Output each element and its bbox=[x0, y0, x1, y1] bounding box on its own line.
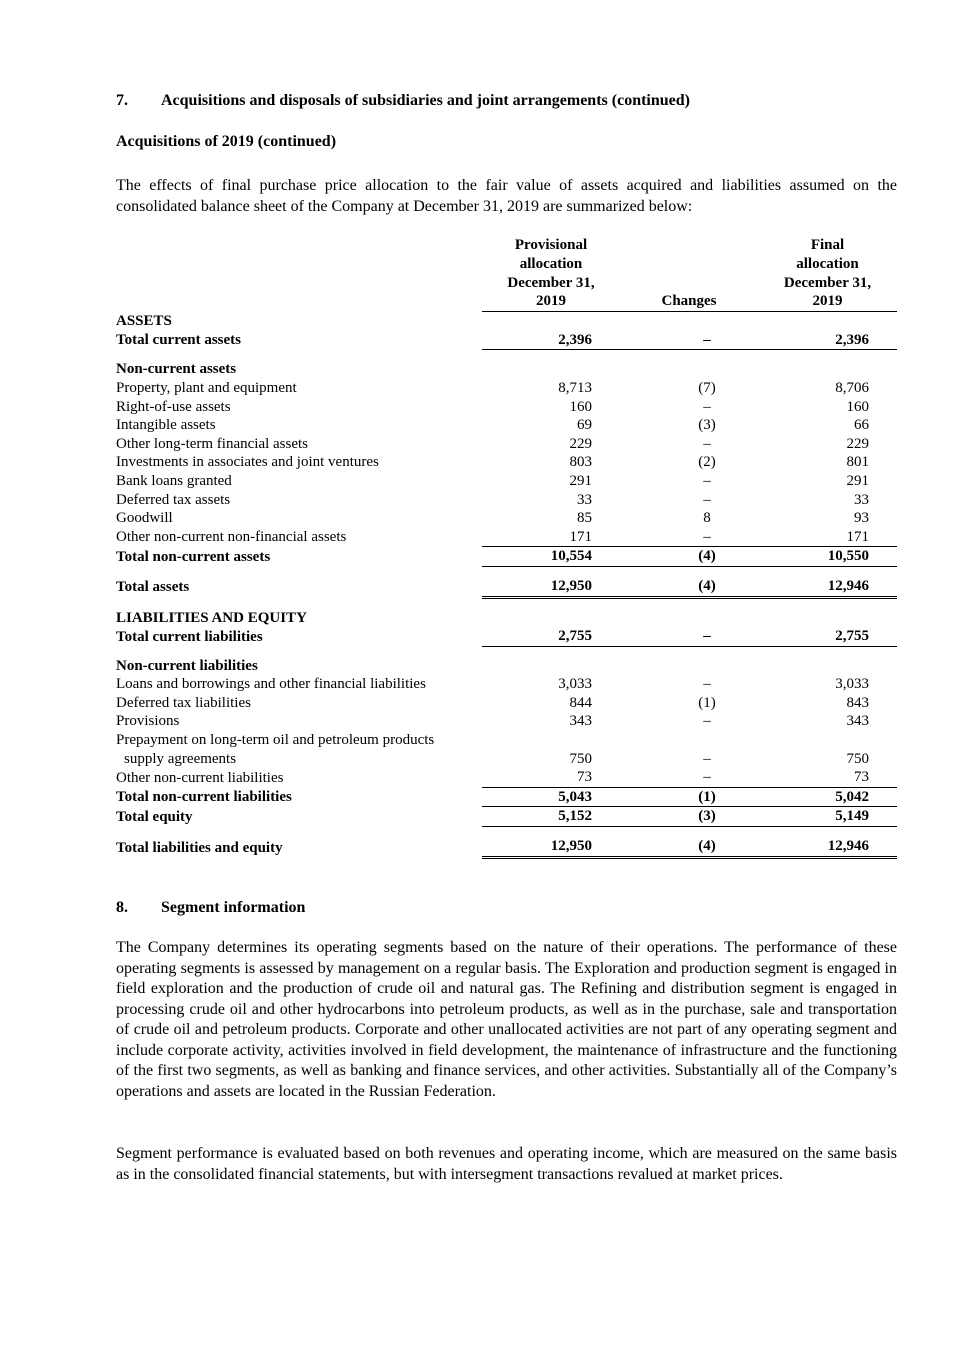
non-current-liabilities-heading: Non-current liabilities bbox=[116, 657, 258, 674]
table-row: Other long-term financial assets 229 – 229 bbox=[116, 435, 869, 452]
table-row: Total non-current liabilities 5,043 (1) 5,042 bbox=[116, 787, 897, 807]
table-row: supply agreements 750 – 750 bbox=[124, 750, 869, 767]
table-row: Prepayment on long-term oil and petroleum products bbox=[116, 732, 435, 749]
table-row: Deferred tax liabilities 844 (1) 843 bbox=[116, 694, 869, 711]
header-provisional: Provisional bbox=[514, 237, 588, 253]
table-row: Total liabilities and equity 12,950 (4) 12,946 bbox=[116, 827, 897, 858]
assets-heading: ASSETS bbox=[116, 313, 172, 330]
header-final-line3: December 31, bbox=[783, 274, 872, 291]
table-header-row bbox=[116, 236, 897, 255]
table-row: Total equity 5,152 (3) 5,149 bbox=[116, 807, 897, 827]
header-final-line2: allocation bbox=[796, 255, 859, 272]
header-changes: Changes bbox=[661, 293, 717, 310]
section-number: 7. bbox=[116, 92, 128, 109]
table-row: Total current liabilities 2,755 – 2,755 bbox=[116, 627, 897, 646]
table-row: Bank loans granted 291 – 291 bbox=[116, 472, 869, 489]
table-row: Deferred tax assets 33 – 33 bbox=[116, 491, 869, 508]
table-row: Other non-current liabilities 73 – 73 bbox=[116, 769, 869, 786]
table-row: Total assets 12,950 (4) 12,946 bbox=[116, 566, 897, 597]
non-current-assets-heading: Non-current assets bbox=[116, 361, 237, 378]
header-provisional-line2: allocation bbox=[519, 255, 583, 272]
purchase-price-allocation-table bbox=[116, 236, 897, 859]
header-provisional-line4: 2019 bbox=[536, 293, 566, 310]
section-7-heading bbox=[116, 92, 690, 110]
segment-paragraph-1: The Company determines its operating segments based on the nature of their operations. The performance of these operating segments is assessed by management on a regular basis. The Exploration and production segment is engaged in field exploration and the production of crude oil and natural gas. The Refining and distribution segment is engaged in processing crude oil and other hydrocarbons into petroleum products, as well as in the purchase, sale and transportation of crude oil and petroleum products. Corporate and other unallocated activities are not part of any operating segment and include corporate activity, activities involved in field development, the maintenance of infrastructure and the functioning of the first two segments, as well as banking and finance services, and other activities. Substantially all of the Company’s operations and assets are located in the Russian Federation. bbox=[116, 939, 897, 1100]
table-row: Investments in associates and joint ventures 803 (2) 801 bbox=[116, 454, 869, 471]
table-row: Total current assets 2,396 – 2,396 bbox=[116, 331, 897, 350]
segment-paragraph-2: Segment performance is evaluated based on both revenues and operating income, which are measured on the same basis as in the consolidated financial statements, but with intersegment transactions revalued at market prices. bbox=[116, 1145, 897, 1183]
section-8-heading bbox=[116, 899, 305, 917]
table-row: Goodwill 85 8 93 bbox=[116, 510, 869, 527]
section-title: Segment information bbox=[161, 899, 306, 916]
section-subtitle: Acquisitions of 2019 (continued) bbox=[116, 133, 337, 150]
intro-paragraph: The effects of final purchase price allocation to the fair value of assets acquired and liabilities assumed on the consolidated balance sheet of the Company at December 31, 2019 are summarized below: bbox=[116, 177, 897, 215]
table-row: Right-of-use assets 160 – 160 bbox=[116, 398, 869, 415]
table-row: Provisions 343 – 343 bbox=[116, 713, 869, 730]
table-row: Intangible assets 69 (3) 66 bbox=[116, 417, 869, 434]
header-provisional-line3: December 31, bbox=[507, 274, 595, 291]
section-number: 8. bbox=[116, 899, 128, 916]
liabilities-heading: LIABILITIES AND EQUITY bbox=[116, 609, 307, 626]
table-row: Other non-current non-financial assets 171 – 171 bbox=[116, 528, 869, 546]
header-final: Final bbox=[810, 237, 845, 253]
table-row: Property, plant and equipment 8,713 (7) 8,706 bbox=[116, 379, 869, 396]
header-final-line4: 2019 bbox=[812, 293, 843, 310]
section-title: Acquisitions and disposals of subsidiaries and joint arrangements (continued) bbox=[161, 92, 690, 109]
table-row: Total non-current assets 10,554 (4) 10,550 bbox=[116, 547, 897, 567]
table-row: Loans and borrowings and other financial liabilities 3,033 – 3,033 bbox=[116, 676, 869, 693]
